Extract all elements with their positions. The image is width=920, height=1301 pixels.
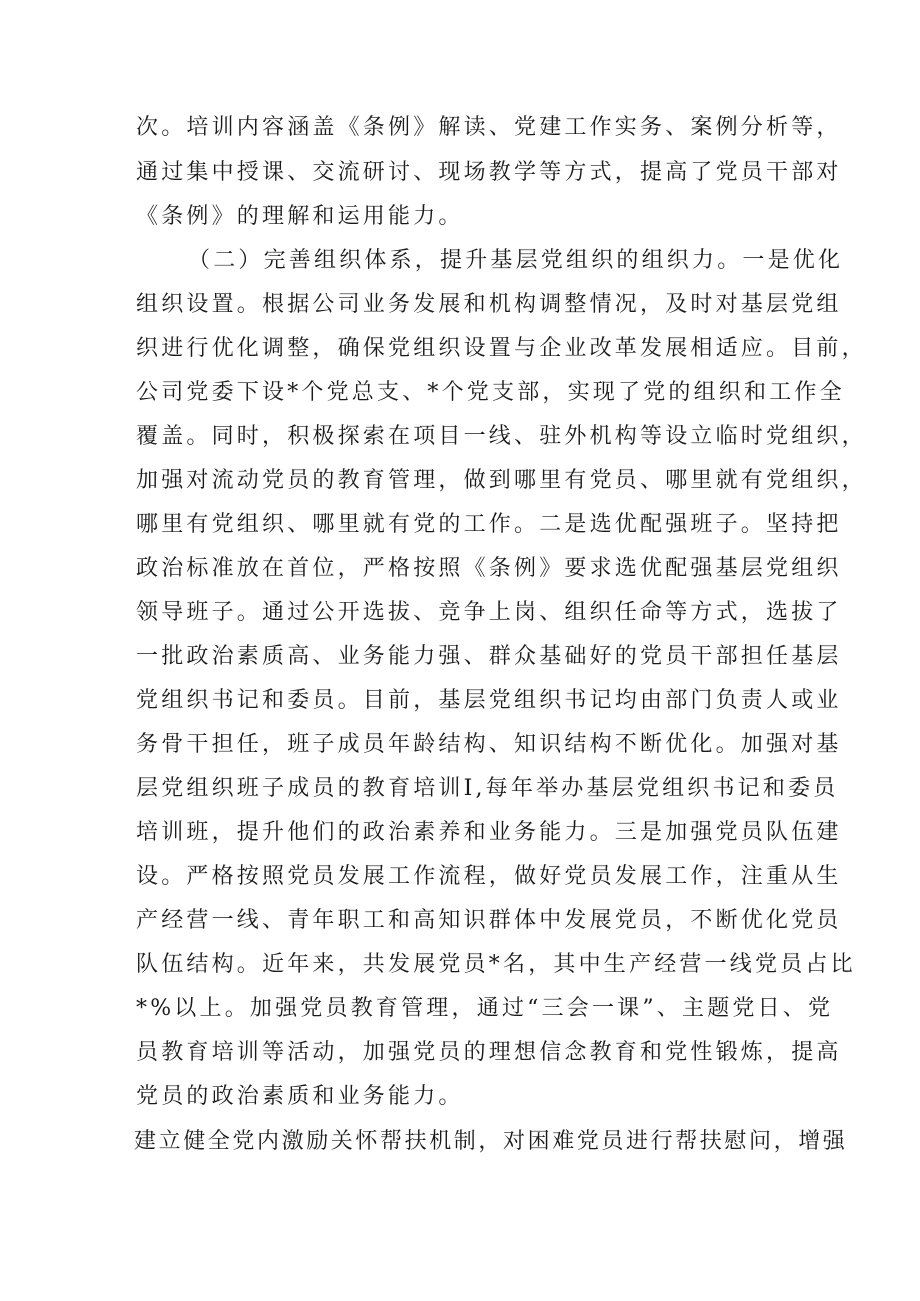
text-line: 政治标准放在首位，严格按照《条例》要求选优配强基层党组织 <box>136 556 842 581</box>
text-line: 哪里有党组织、哪里就有党的工作。二是选优配强班子。坚持把 <box>136 512 842 537</box>
text-line: 建立健全党内激励关怀帮扶机制，对困难党员进行帮扶慰问，增强 <box>134 1129 848 1154</box>
text-line: 公司党委下设*个党总支、*个党支部，实现了党的组织和工作全 <box>136 380 845 405</box>
text-line: 织进行优化调整，确保党组织设置与企业改革发展相适应。目前， <box>136 336 867 361</box>
text-line: 加强对流动党员的教育管理，做到哪里有党员、哪里就有党组织， <box>136 468 867 493</box>
section-heading-line: （二）完善组织体系，提升基层党组织的组织力。一是优化 <box>188 248 844 273</box>
text-line: 层党组织班子成员的教育培训I,每年举办基层党组织书记和委员 <box>136 776 839 801</box>
text-line: 覆盖。同时，积极探索在项目一线、驻外机构等设立临时党组织， <box>136 424 867 449</box>
text-line: 队伍结构。近年来，共发展党员*名，其中生产经营一线党员占比 <box>136 952 856 977</box>
text-line: 党组织书记和委员。目前，基层党组织书记均由部门负责人或业 <box>136 688 842 713</box>
text-line: 培训班，提升他们的政治素养和业务能力。三是加强党员队伍建 <box>136 820 842 845</box>
text-line: 次。培训内容涵盖《条例》解读、党建工作实务、案例分析等， <box>136 115 842 140</box>
text-line: 设。严格按照党员发展工作流程，做好党员发展工作，注重从生 <box>136 864 842 889</box>
text-line: *%以上。加强党员教育管理，通过“三会一课”、主题党日、党 <box>136 996 834 1021</box>
text-line: 领导班子。通过公开选拔、竞争上岗、组织任命等方式，选拔了 <box>136 600 842 625</box>
text-line: 务骨干担任，班子成员年龄结构、知识结构不断优化。加强对基 <box>136 732 842 757</box>
text-line: 员教育培训等活动，加强党员的理想信念教育和党性锻炼，提高 <box>136 1040 842 1065</box>
text-line: 通过集中授课、交流研讨、现场教学等方式，提高了党员干部对 <box>136 160 842 185</box>
text-line: 产经营一线、青年职工和高知识群体中发展党员，不断优化党员 <box>136 908 842 933</box>
text-line: 《条例》的理解和运用能力。 <box>136 204 464 229</box>
text-line: 一批政治素质高、业务能力强、群众基础好的党员干部担任基层 <box>136 644 842 669</box>
text-line: 党员的政治素质和业务能力。 <box>136 1084 464 1109</box>
text-line: 组织设置。根据公司业务发展和机构调整情况，及时对基层党组 <box>136 292 842 317</box>
